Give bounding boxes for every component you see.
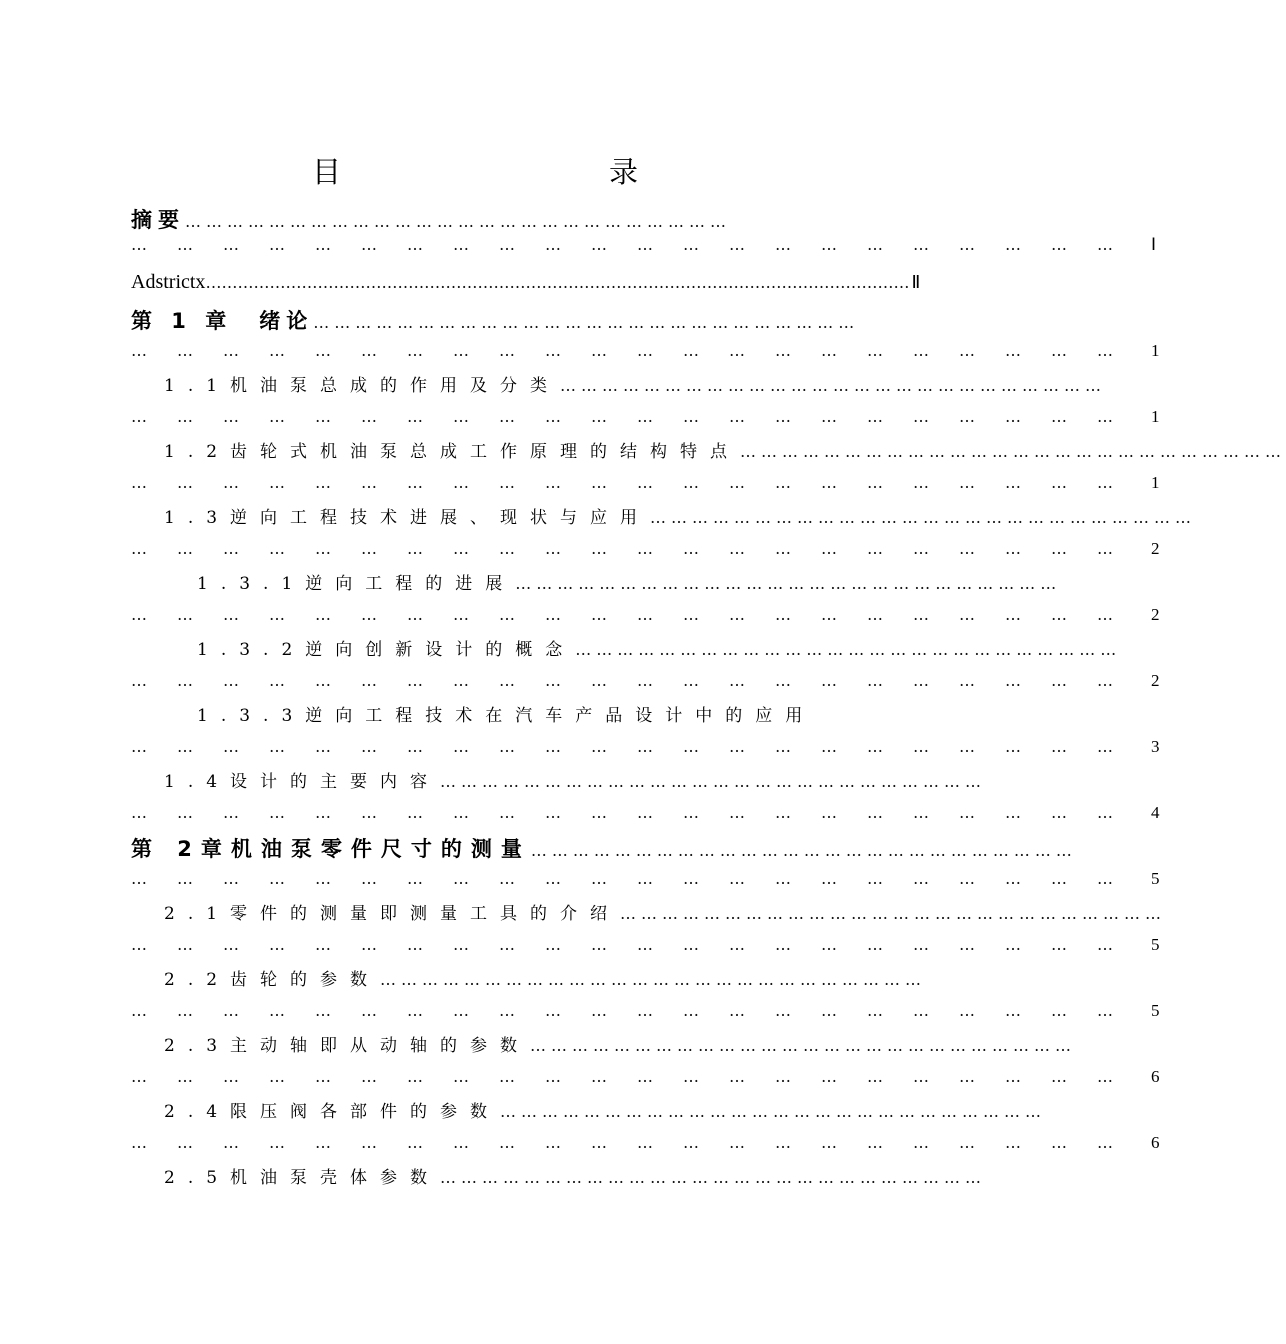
toc-leader: ……………………………………………………………………	[500, 1102, 1047, 1121]
toc-label: Adstrictx	[131, 271, 206, 293]
toc-page-number: Ⅰ	[1151, 235, 1157, 254]
toc-label: 1.1机油泵总成的作用及分类	[164, 376, 561, 396]
toc-page-number: 1	[1151, 473, 1160, 492]
toc-label: 第 2章机油泵零件尺寸的测量	[131, 837, 531, 861]
toc-label: 1.3逆向工程技术进展、现状与应用	[164, 508, 651, 528]
toc-leader: ……………………………………………………………………	[313, 313, 860, 332]
toc-leader: …………………………………………………………	[131, 235, 1143, 254]
toc-entry-abstract-en[interactable]	[131, 271, 921, 301]
toc-page-number: 1	[1151, 407, 1160, 426]
toc-leader: …………………………………………………………	[131, 407, 1143, 426]
toc-leader: …………………………………………………………	[131, 803, 1143, 822]
toc-page-number: 5	[1151, 935, 1160, 954]
toc-page-number: 2	[1151, 671, 1160, 690]
toc-label: 2.4限压阀各部件的参数	[164, 1102, 501, 1122]
toc-page-number: 5	[1151, 869, 1160, 888]
toc-leader: ……………………………………………………………………	[575, 640, 1122, 659]
toc-leader: ……………………………………………………………………	[740, 442, 1286, 461]
toc-label: 2.3主动轴即从动轴的参数	[164, 1036, 531, 1056]
toc-leader: ……………………………………………………………………………………………………………………	[205, 273, 910, 292]
toc-leader: …………………………………………………………	[131, 1133, 1143, 1152]
toc-label: 2.5机油泵壳体参数	[164, 1168, 441, 1188]
toc-leader: ……………………………………………………………………	[620, 904, 1167, 923]
toc-page-number: 5	[1151, 1001, 1160, 1020]
toc-label: 1.3.1逆向工程的进展	[197, 574, 516, 594]
toc-leader: …………………………………………………………	[131, 605, 1143, 624]
toc-label: 2.2齿轮的参数	[164, 970, 381, 990]
toc-label: 1.3.2逆向创新设计的概念	[197, 640, 576, 660]
toc-leader: ……………………………………………………………………	[530, 1036, 1077, 1055]
toc-leader: …………………………………………………………	[131, 671, 1143, 690]
toc-leader: …………………………………………………………	[131, 737, 1143, 756]
toc-leader: …………………………………………………………	[131, 341, 1143, 360]
toc-page-number: 4	[1151, 803, 1160, 822]
toc-leader: …………………………………………………………	[131, 539, 1143, 558]
toc-page-number: 2	[1151, 605, 1160, 624]
toc-leader: …………………………………………………………	[131, 935, 1143, 954]
toc-page-number: Ⅱ	[911, 272, 921, 292]
toc-leader: ……………………………………………………………………	[440, 1168, 987, 1187]
toc-page-number: 2	[1151, 539, 1160, 558]
toc-leader: ……………………………………………………………………	[380, 970, 927, 989]
toc-label: 1.3.3逆向工程技术在汽车产品设计中的应用	[197, 706, 816, 726]
toc-page-number: 6	[1151, 1067, 1160, 1086]
toc-leader: ……………………………………………………………………	[515, 574, 1062, 593]
toc-leader: …………………………………………………………	[131, 1067, 1143, 1086]
toc-leader: …………………………………………………………	[131, 1001, 1143, 1020]
toc-leader: ……………………………………………………………………	[560, 376, 1107, 395]
page-title: 目 录	[311, 155, 708, 189]
toc-leader: ……………………………………………………………………	[650, 508, 1197, 527]
toc-label: 1.2齿轮式机油泵总成工作原理的结构特点	[164, 442, 741, 462]
toc-leader: ……………………………………………………………………	[185, 212, 731, 231]
toc-leader: …………………………………………………………	[131, 473, 1143, 492]
toc-label: 摘要	[131, 208, 185, 232]
toc-page-number: 3	[1151, 737, 1160, 756]
toc-label: 2.1零件的测量即测量工具的介绍	[164, 904, 621, 924]
toc-page-number: 1	[1151, 341, 1160, 360]
toc-leader: …………………………………………………………	[131, 869, 1143, 888]
toc-label: 1.4设计的主要内容	[164, 772, 441, 792]
toc-leader: ……………………………………………………………………	[530, 841, 1077, 860]
toc-page-number: 6	[1151, 1133, 1160, 1152]
toc-label: 第 1 章 绪论	[131, 309, 314, 333]
toc-leader: ……………………………………………………………………	[440, 772, 987, 791]
